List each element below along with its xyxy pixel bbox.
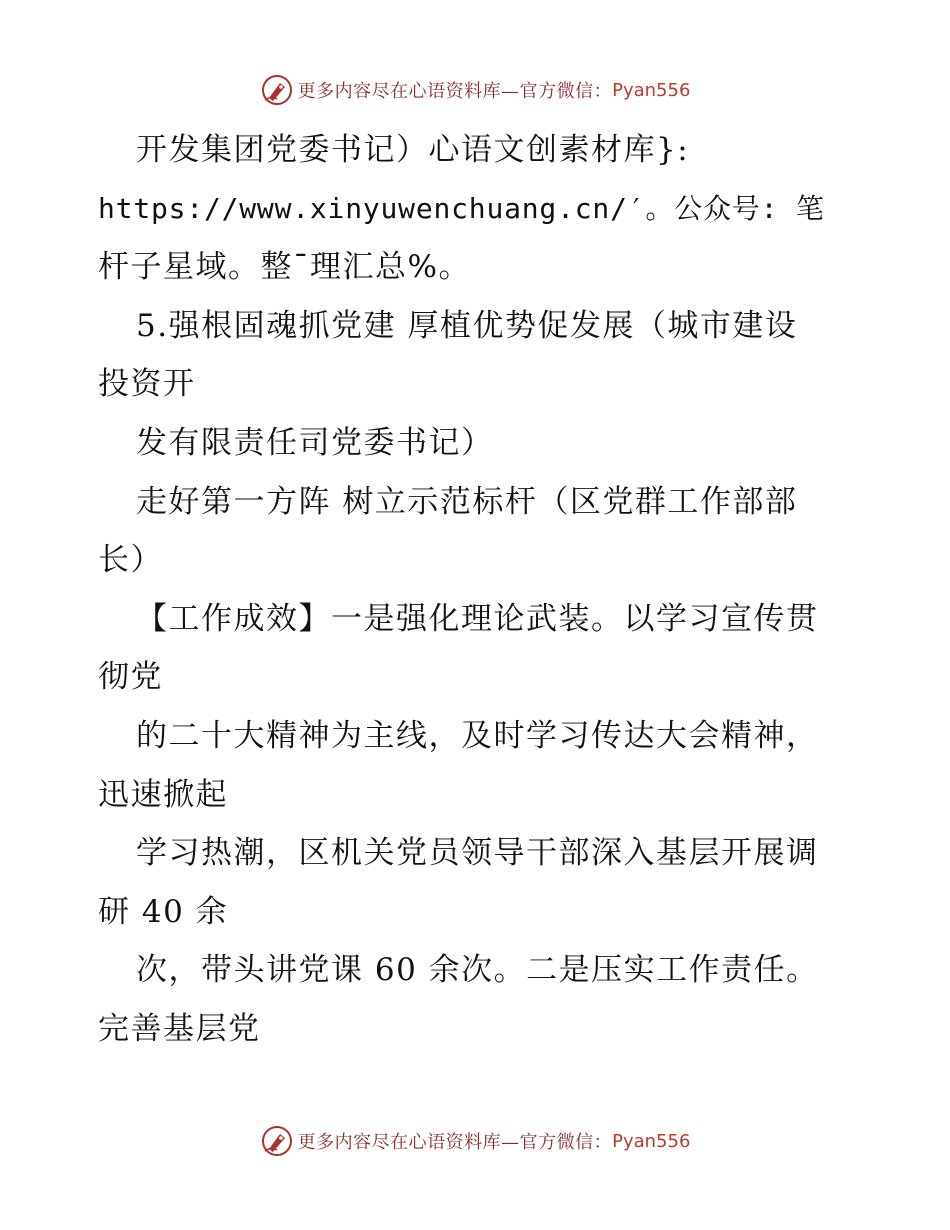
document-body bbox=[98, 121, 858, 1059]
text-line: 的二十大精神为主线，及时学习传达大会精神， bbox=[136, 717, 819, 754]
footer-banner bbox=[0, 1124, 950, 1158]
wechat-label: 官方微信： bbox=[519, 81, 613, 102]
text-line: 5.强根固魂抓党建 厚植优势促发展（城市建设 bbox=[136, 307, 798, 344]
text-line: 【工作成效】一是强化理论武装。以学习宣传贯 bbox=[136, 600, 819, 637]
text-line: 完善基层党 bbox=[98, 1010, 261, 1047]
text-line: 迅速掀起 bbox=[98, 776, 228, 813]
pen-nib-logo-icon bbox=[260, 73, 294, 107]
text-line: 彻党 bbox=[98, 659, 163, 696]
wechat-id: Pyan556 bbox=[612, 1130, 691, 1152]
text-line: https://www.xinyuwenchuang.cn/′。公众号: 笔 bbox=[98, 191, 825, 225]
text-line: 长） bbox=[98, 542, 163, 579]
banner-text: 更多内容尽在心语资料库— bbox=[297, 1132, 520, 1153]
text-line: 研 40 余 bbox=[98, 893, 229, 930]
text-line: 走好第一方阵 树立示范标杆（区党群工作部部 bbox=[136, 483, 798, 520]
pen-nib-logo-icon bbox=[260, 1124, 294, 1158]
text-line: 杆子星域。整¯理汇总%。 bbox=[98, 249, 471, 286]
banner-text: 更多内容尽在心语资料库— bbox=[297, 81, 520, 102]
text-line: 投资开 bbox=[98, 366, 196, 403]
text-line: 次，带头讲党课 60 余次。二是压实工作责任。 bbox=[136, 952, 819, 989]
wechat-id: Pyan556 bbox=[612, 79, 691, 101]
text-line: 学习热潮，区机关党员领导干部深入基层开展调 bbox=[136, 835, 819, 872]
header-banner bbox=[0, 73, 950, 107]
wechat-label: 官方微信： bbox=[519, 1132, 613, 1153]
text-line: 开发集团党委书记）心语文创素材库}: bbox=[136, 132, 690, 168]
text-line: 发有限责任司党委书记） bbox=[136, 424, 494, 461]
